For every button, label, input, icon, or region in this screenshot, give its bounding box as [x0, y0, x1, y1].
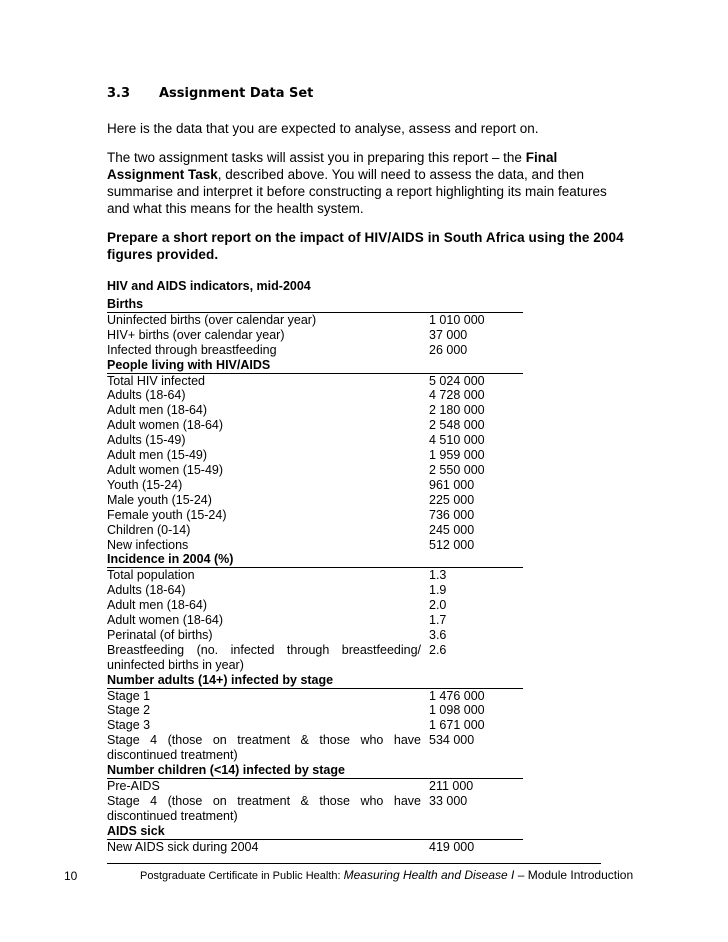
table-row [107, 312, 523, 327]
indicator-label: Male youth (15-24) [107, 492, 212, 507]
indicator-label: Total HIV infected [107, 373, 205, 388]
tasks-text-end: , described above. You will need to assess the data, and then summarise and interpret it before constructing a report highlighting its main features and what this means for the health system. [107, 167, 607, 216]
indicator-label: Stage 4 (those on treatment & those who have discontinued treatment) [107, 793, 421, 823]
table-row [107, 433, 523, 448]
indicator-label: New infections [107, 537, 189, 552]
table-row [107, 688, 523, 703]
indicator-label: Adults (18-64) [107, 583, 186, 598]
table-row [107, 628, 523, 643]
indicators-table [107, 297, 523, 855]
indicator-label: Adult women (18-64) [107, 418, 224, 433]
indicator-value: 225 000 [429, 492, 475, 507]
indicator-label: Uninfected births (over calendar year) [107, 312, 317, 327]
indicator-label: Adult men (18-64) [107, 403, 208, 418]
indicator-label: HIV+ births (over calendar year) [107, 327, 285, 342]
section-title: People living with HIV/AIDS [107, 358, 523, 373]
indicator-value: 419 000 [429, 839, 475, 854]
tasks-paragraph [107, 149, 627, 217]
table-row [107, 718, 523, 733]
indicator-value: 1 671 000 [429, 718, 485, 733]
table-row [107, 733, 523, 763]
indicator-label: Stage 4 (those on treatment & those who have discontinued treatment) [107, 733, 421, 763]
table-row [107, 343, 523, 358]
page-number: 10 [64, 869, 78, 883]
table-row [107, 643, 523, 673]
table-row [107, 493, 523, 508]
report-instruction: Prepare a short report on the impact of HIV/AIDS in South Africa using the 2004 figures provided. [107, 230, 624, 262]
document-body [107, 84, 624, 855]
table-title: HIV and AIDS indicators, mid-2004 [107, 279, 311, 293]
footer-divider [107, 863, 601, 864]
section-title: Number children (<14) infected by stage [107, 763, 523, 778]
indicator-value: 1 476 000 [429, 688, 485, 703]
section-title: AIDS sick [107, 824, 523, 839]
table-row [107, 568, 523, 583]
indicator-value: 4 510 000 [429, 433, 485, 448]
table-row [107, 839, 523, 854]
table-row [107, 388, 523, 403]
indicator-value: 2.6 [429, 642, 447, 657]
footer-module-title: Measuring Health and Disease I [343, 868, 515, 882]
indicator-value: 26 000 [429, 342, 468, 357]
table-row [107, 448, 523, 463]
section-title: Number adults (14+) infected by stage [107, 673, 523, 688]
indicator-value: 37 000 [429, 327, 468, 342]
indicator-label: Stage 3 [107, 718, 151, 733]
indicator-value: 1.3 [429, 568, 447, 583]
section-title: Incidence in 2004 (%) [107, 552, 523, 567]
table-row [107, 508, 523, 523]
indicator-label: Adult men (18-64) [107, 598, 208, 613]
footer-suffix: – Module Introduction [514, 868, 634, 882]
indicator-value: 5 024 000 [429, 373, 485, 388]
table-row [107, 328, 523, 343]
indicator-label: Adult women (18-64) [107, 613, 224, 628]
indicator-value: 961 000 [429, 477, 475, 492]
section-title: Births [107, 297, 523, 312]
intro-paragraph: Here is the data that you are expected to analyse, assess and report on. [107, 121, 539, 136]
table-row [107, 403, 523, 418]
indicator-label: Children (0-14) [107, 522, 191, 537]
indicator-value: 1 010 000 [429, 312, 485, 327]
footer-text [140, 868, 633, 882]
table-row [107, 523, 523, 538]
section-header-row [107, 297, 523, 312]
indicator-label: Pre-AIDS [107, 779, 160, 793]
indicator-label: Youth (15-24) [107, 477, 183, 492]
indicator-label: New AIDS sick during 2004 [107, 839, 259, 854]
indicator-label: Breastfeeding (no. infected through breastfeeding/ uninfected births in year) [107, 642, 421, 672]
indicator-label: Female youth (15-24) [107, 507, 227, 522]
indicator-value: 1 098 000 [429, 703, 485, 718]
section-header-row [107, 552, 523, 567]
table-row [107, 583, 523, 598]
indicator-value: 245 000 [429, 522, 475, 537]
indicator-value: 211 000 [429, 779, 474, 793]
indicator-label: Adult men (15-49) [107, 448, 208, 463]
indicator-value: 1.9 [429, 583, 447, 598]
indicator-label: Adult women (15-49) [107, 462, 224, 477]
indicator-value: 2.0 [429, 598, 447, 613]
indicator-value: 3.6 [429, 627, 447, 642]
indicator-label: Adults (15-49) [107, 433, 186, 448]
table-row [107, 598, 523, 613]
indicator-value: 4 728 000 [429, 388, 485, 403]
table-row [107, 478, 523, 493]
final-assignment-task-term: Final Assignment Task [107, 150, 558, 182]
table-row [107, 779, 523, 794]
indicator-label: Stage 2 [107, 703, 151, 718]
table-row [107, 418, 523, 433]
section-header-row [107, 358, 523, 373]
indicator-label: Stage 1 [107, 688, 151, 703]
indicator-value: 33 000 [429, 793, 468, 808]
section-header-row [107, 673, 523, 688]
section-heading [107, 84, 523, 104]
table-row [107, 538, 523, 553]
indicator-value: 512 000 [429, 537, 475, 552]
indicator-value: 2 180 000 [429, 403, 485, 418]
section-header-row [107, 763, 523, 778]
table-row [107, 373, 523, 388]
indicator-label: Total population [107, 568, 195, 583]
indicator-label: Adults (18-64) [107, 388, 186, 403]
indicator-value: 2 550 000 [429, 462, 485, 477]
indicator-value: 1.7 [429, 613, 447, 628]
section-title: Assignment Data Set [159, 86, 314, 101]
tasks-text-start: The two assignment tasks will assist you in preparing this report – the [107, 150, 526, 165]
indicator-label: Infected through breastfeeding [107, 342, 277, 357]
indicator-label: Perinatal (of births) [107, 627, 213, 642]
table-row [107, 703, 523, 718]
indicator-value: 1 959 000 [429, 448, 485, 463]
footer-course: Postgraduate Certificate in Public Health: [140, 870, 344, 882]
table-row [107, 613, 523, 628]
indicator-value: 2 548 000 [429, 418, 485, 433]
section-number: 3.3 [107, 86, 131, 101]
section-header-row [107, 824, 523, 839]
indicator-value: 736 000 [429, 507, 475, 522]
table-row [107, 794, 523, 824]
table-row [107, 463, 523, 478]
indicator-value: 534 000 [429, 733, 475, 748]
